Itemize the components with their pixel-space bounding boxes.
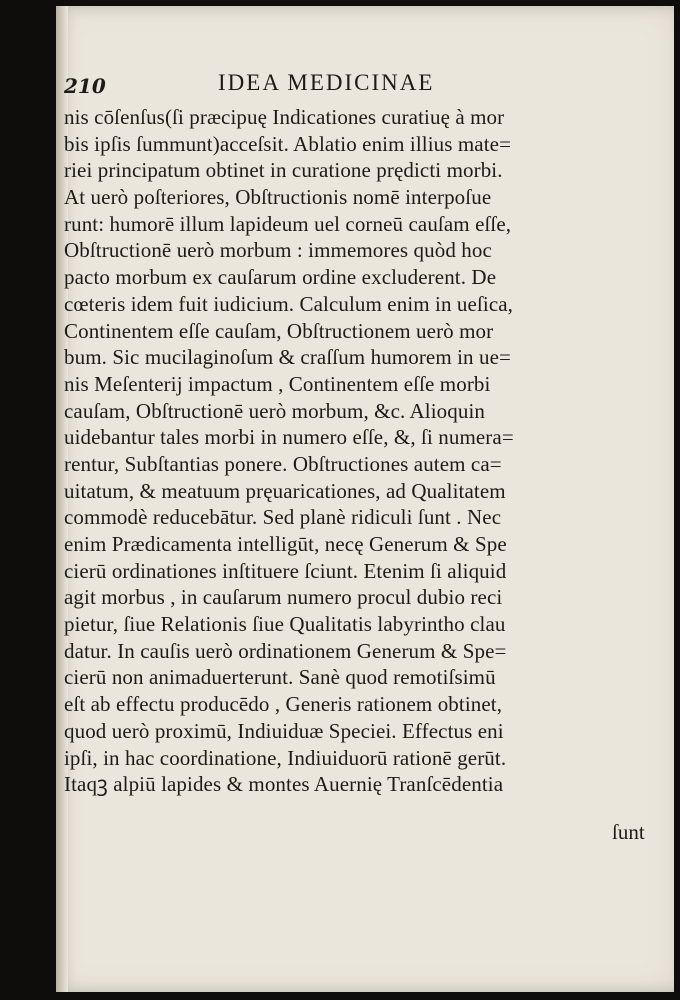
text-line: ipſi, in hac coordinatione, Indiuiduorū rationē gerūt.: [64, 745, 507, 770]
text-line: riei principatum obtinet in curatione prędicti morbi.: [64, 158, 503, 183]
text-line: Continentem eſſe cauſam, Obſtructionem uerò mor: [64, 318, 494, 343]
page-header: [64, 70, 604, 102]
text-line: bis ipſis ſummunt)acceſsit. Ablatio enim illius mate=: [64, 131, 512, 156]
text-line: bum. Sic mucilaginoſum & craſſum humorem in ue=: [64, 345, 511, 370]
text-line: pacto morbum ex cauſarum ordine excluderent. De: [64, 265, 497, 290]
text-line: At uerò poſteriores, Obſtructionis nomē interpoſue: [64, 185, 492, 210]
text-line: uitatum, & meatuum pręuaricationes, ad Qualitatem: [64, 478, 506, 503]
text-line: commodè reducebātur. Sed planè ridiculi ſunt . Nec: [64, 505, 502, 530]
text-line: nis Meſenterij impactum , Continentem eſſe morbi: [64, 371, 491, 396]
text-line: cauſam, Obſtructionē uerò morbum, &c. Alioquin: [64, 398, 486, 423]
text-line: cierū non animaduerterunt. Sanè quod remotiſsimū: [64, 665, 496, 690]
text-line: datur. In cauſis uerò ordinationem Generum & Spe=: [64, 638, 507, 663]
text-line: rentur, Subſtantias ponere. Obſtructiones autem ca=: [64, 451, 502, 476]
text-line: runt: humorē illum lapideum uel corneū cauſam eſſe,: [64, 211, 512, 236]
text-line: uidebantur tales morbi in numero eſſe, &, ſi numera=: [64, 425, 514, 450]
catchword: ſunt: [612, 820, 645, 844]
text-line: agit morbus , in cauſarum numero procul dubio reci: [64, 585, 503, 610]
body-text: [64, 104, 658, 798]
page-number: 210: [64, 74, 106, 98]
running-title: IDEA MEDICINAE: [218, 70, 435, 95]
text-line: quod uerò proximū, Indiuiduæ Speciei. Effectus eni: [64, 718, 504, 743]
text-line: Obſtructionē uerò morbum : immemores quòd hoc: [64, 238, 492, 263]
text-line: cierū ordinationes inſtituere ſciunt. Etenim ſi aliquid: [64, 558, 507, 583]
text-line: Itaqꝫ alpiū lapides & montes Auernię Tranſcēdentia: [64, 772, 504, 797]
text-line: eſt ab effectu producēdo , Generis rationem obtinet,: [64, 692, 503, 717]
text-line: nis cōſenſus(ſi præcipuę Indicationes curatiuę à mor: [64, 105, 505, 129]
text-line: enim Prædicamenta intelligūt, necę Generum & Spe: [64, 532, 507, 556]
text-line: pietur, ſiue Relationis ſiue Qualitatis labyrintho clau: [64, 612, 506, 637]
text-line: cœteris idem fuit iudicium. Calculum enim in ueſica,: [64, 291, 514, 316]
